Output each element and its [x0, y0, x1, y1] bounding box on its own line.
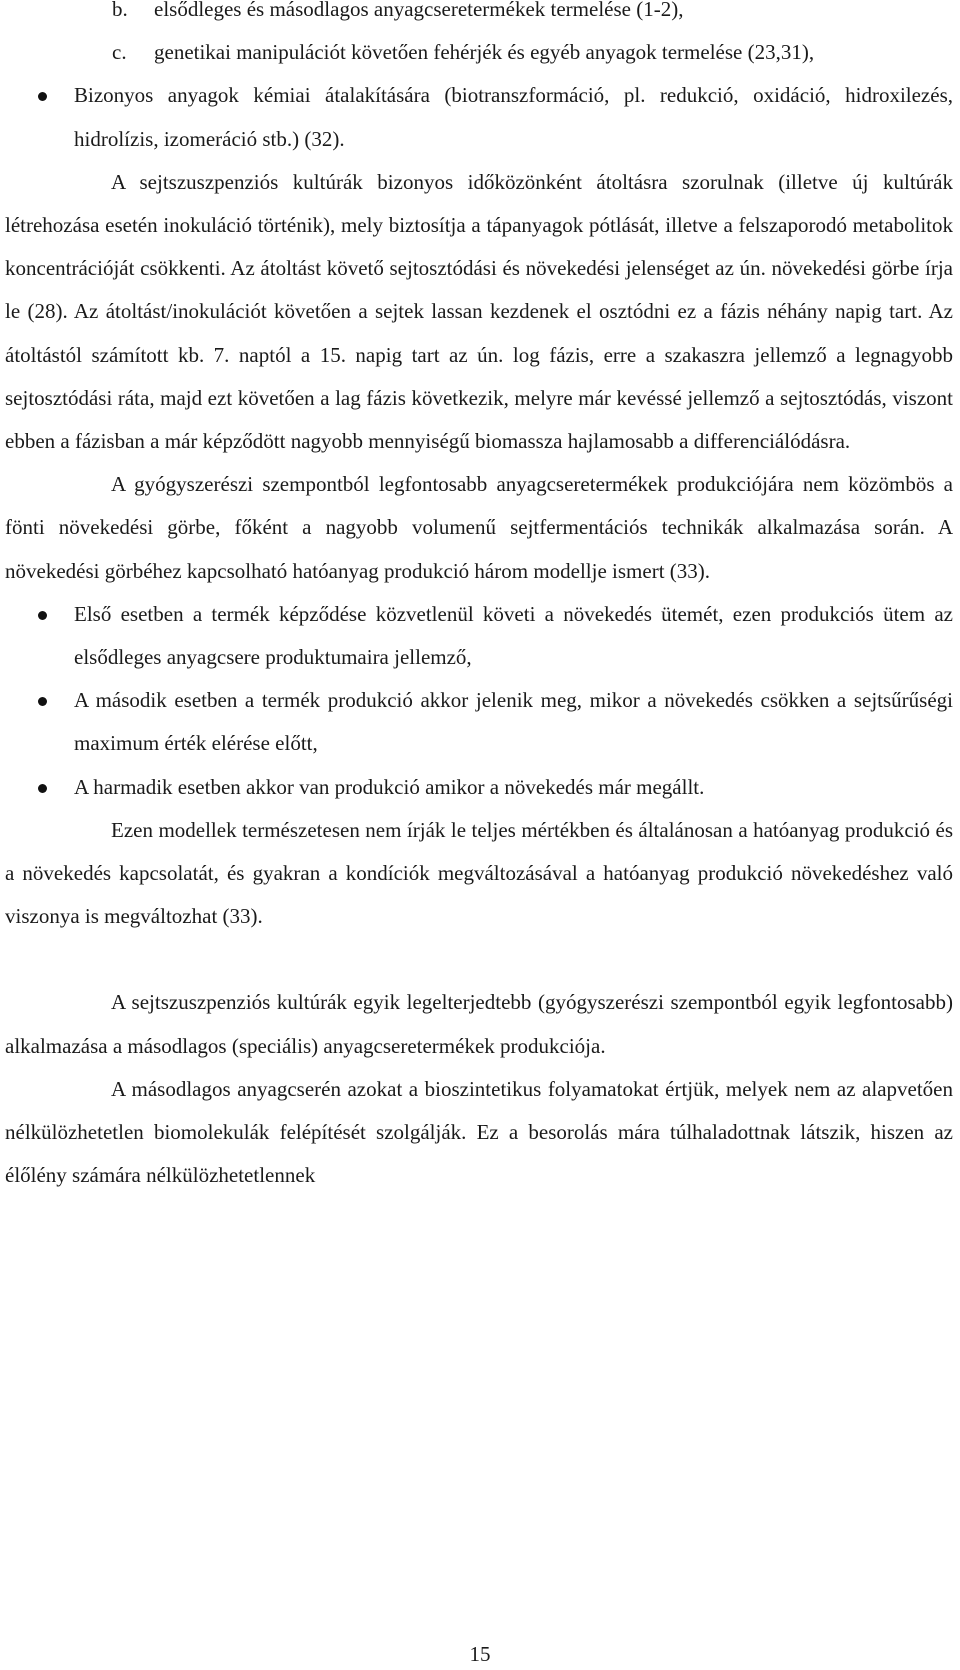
- bullet-dot-icon: [38, 697, 47, 706]
- page-number: 15: [469, 1642, 491, 1666]
- sub-list-text: elsődleges és másodlagos anyagcseretermékek termelése (1-2),: [154, 0, 684, 21]
- bullet-item: [5, 766, 953, 809]
- paragraph-secondary-metabolites-use: A sejtszuszpenziós kultúrák egyik legelterjedtebb (gyógyszerészi szempontból egyik legfontosabb) alkalmazása a másodlagos (speciális) anyagcseretermékek produkciója.: [5, 990, 953, 1058]
- paragraph-production-models-intro: A gyógyszerészi szempontból legfontosabb anyagcseretermékek produkciójára nem közömbös a fönti növekedési görbe, főként a nagyobb volumenű sejtfermentációs technikák alkalmazása során. A növekedési görbéhez kapcsolható hatóanyag produkció három modellje ismert (33).: [5, 472, 953, 583]
- bullet-dot-icon: [38, 92, 47, 101]
- page-body: [5, 0, 953, 1197]
- bullet-item: [5, 593, 953, 679]
- paragraph-secondary-metabolism-definition: A másodlagos anyagcserén azokat a bioszintetikus folyamatokat értjük, melyek nem az alapvetően nélkülözhetetlen biomolekulák felépítését szolgálják. Ez a besorolás mára túlhaladottnak látszik, hiszen az élőlény számára nélkülözhetetlennek: [5, 1076, 953, 1188]
- sub-list-item-c: [5, 31, 953, 74]
- sub-list-text: genetikai manipulációt követően fehérjék és egyéb anyagok termelése (23,31),: [154, 40, 815, 65]
- bullet-item: [5, 74, 953, 160]
- biotransformation-bullet-list: [5, 74, 953, 160]
- bullet-text: Bizonyos anyagok kémiai átalakítására (biotranszformáció, pl. redukció, oxidáció, hidroxilezés, hidrolízis, izomeráció stb.) (32).: [74, 83, 953, 151]
- bullet-text: A harmadik esetben akkor van produkció amikor a növekedés már megállt.: [74, 774, 705, 799]
- paragraph-models-limitation: Ezen modellek természetesen nem írják le teljes mértékben és általánosan a hatóanyag produkció és a növekedés kapcsolatát, és gyakran a kondíciók megváltozásával a hatóanyag produkció növekedéshez való viszonya is megváltozhat (33).: [5, 817, 953, 929]
- bullet-dot-icon: [38, 611, 47, 620]
- sub-list-marker: b.: [112, 0, 128, 21]
- sub-list-item-b: [5, 0, 953, 31]
- paragraph-subculture: A sejtszuszpenziós kultúrák bizonyos időközönként átoltásra szorulnak (illetve új kultúrák létrehozása esetén inokuláció történik), mely biztosítja a tápanyagok pótlását, illetve a felszaporodó metabolitok koncentrációját csökkenti. Az átoltást követő sejtosztódási és növekedési jelenséget az ún. növekedési görbe írja le (28). Az átoltást/inokulációt követően a sejtek lassan kezdenek el osztódni ez a fázis néhány napig tart. Az átoltástól számított kb. 7. naptól a 15. napig tart az ún. log fázis, erre a szakaszra jellemző a legnagyobb sejtosztódási ráta, majd ezt követően a lag fázis következik, melyre már kevéssé jellemző a sejtosztódás, viszont ebben a fázisban a már képződött nagyobb mennyiségű biomassza hajlamosabb a differenciálódásra.: [5, 169, 953, 454]
- paragraph-spacer: [5, 938, 953, 981]
- bullet-dot-icon: [38, 784, 47, 793]
- production-models-bullet-list: [5, 593, 953, 809]
- production-sub-list: [5, 0, 953, 74]
- bullet-item: [5, 679, 953, 765]
- bullet-text: Első esetben a termék képződése közvetlenül követi a növekedés ütemét, ezen produkciós ütem az elsődleges anyagcsere produktumaira jellemző,: [74, 601, 953, 670]
- sub-list-marker: c.: [112, 40, 127, 65]
- bullet-text: A második esetben a termék produkció akkor jelenik meg, mikor a növekedés csökken a sejtsűrűségi maximum érték elérése előtt,: [74, 688, 953, 756]
